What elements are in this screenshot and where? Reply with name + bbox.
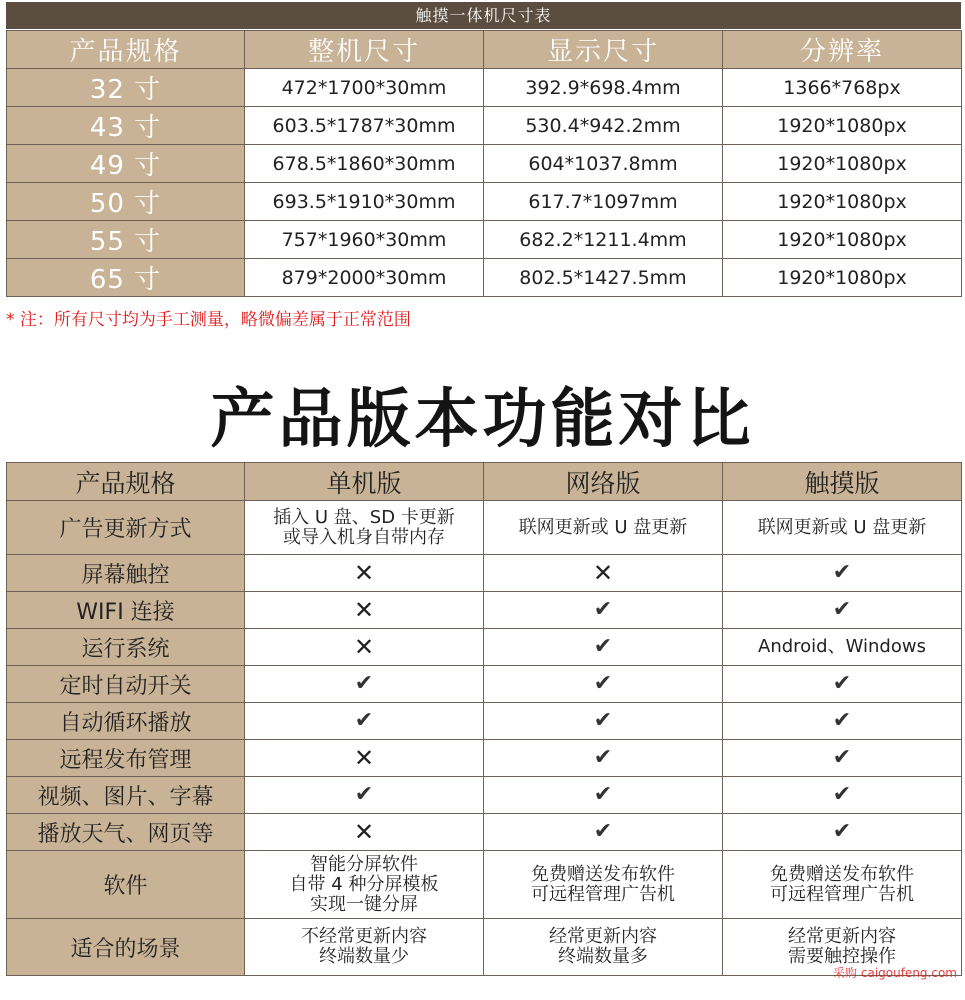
compare-row-label: 视频、图片、字幕 — [7, 777, 245, 814]
size-table-row — [7, 69, 962, 107]
check-icon: ✔ — [245, 777, 484, 814]
compare-table-header-row — [7, 463, 962, 501]
watermark: 采购 caigoufeng.com — [833, 966, 957, 980]
compare-table-row — [7, 851, 962, 919]
size-cell: 472*1700*30mm — [245, 69, 484, 107]
check-icon: ✔ — [484, 629, 723, 666]
size-row-label: 32 寸 — [7, 69, 245, 107]
check-icon: ✔ — [484, 740, 723, 777]
size-row-label: 49 寸 — [7, 145, 245, 183]
page-title: 产品版本功能对比 — [210, 383, 755, 457]
compare-row-label: 运行系统 — [7, 629, 245, 666]
size-cell: 802.5*1427.5mm — [484, 259, 723, 297]
cross-icon: ✕ — [245, 592, 484, 629]
size-cell: 757*1960*30mm — [245, 221, 484, 259]
size-header-spec: 产品规格 — [7, 31, 245, 69]
compare-cell: 不经常更新内容 终端数量少 — [245, 919, 484, 976]
compare-cell: 经常更新内容 终端数量多 — [484, 919, 723, 976]
size-cell: 879*2000*30mm — [245, 259, 484, 297]
check-icon: ✔ — [484, 666, 723, 703]
compare-header-network: 网络版 — [484, 463, 723, 501]
size-table-row — [7, 145, 962, 183]
cross-icon: ✕ — [245, 629, 484, 666]
check-icon: ✔ — [723, 740, 962, 777]
check-icon: ✔ — [723, 592, 962, 629]
size-cell: 530.4*942.2mm — [484, 107, 723, 145]
check-icon: ✔ — [723, 814, 962, 851]
compare-cell: 免费赠送发布软件 可远程管理广告机 — [484, 851, 723, 919]
compare-row-label: 适合的场景 — [7, 919, 245, 976]
check-icon: ✔ — [484, 814, 723, 851]
check-icon: ✔ — [723, 777, 962, 814]
size-header-resolution: 分辨率 — [723, 31, 962, 69]
size-cell: 682.2*1211.4mm — [484, 221, 723, 259]
compare-cell: 智能分屏软件 自带 4 种分屏模板 实现一键分屏 — [245, 851, 484, 919]
compare-table-row — [7, 919, 962, 976]
size-table-row — [7, 183, 962, 221]
compare-header-spec: 产品规格 — [7, 463, 245, 501]
compare-cell: 经常更新内容 需要触控操作 — [723, 919, 962, 976]
compare-row-label: 远程发布管理 — [7, 740, 245, 777]
size-cell: 693.5*1910*30mm — [245, 183, 484, 221]
size-row-label: 65 寸 — [7, 259, 245, 297]
size-cell: 1920*1080px — [723, 145, 962, 183]
compare-cell: Android、Windows — [723, 629, 962, 666]
cross-icon: ✕ — [484, 555, 723, 592]
check-icon: ✔ — [723, 555, 962, 592]
compare-cell: 联网更新或 U 盘更新 — [723, 501, 962, 555]
check-icon: ✔ — [723, 666, 962, 703]
compare-row-label: 自动循环播放 — [7, 703, 245, 740]
cross-icon: ✕ — [245, 740, 484, 777]
size-table-row — [7, 221, 962, 259]
compare-row-label: 广告更新方式 — [7, 501, 245, 555]
compare-cell: 联网更新或 U 盘更新 — [484, 501, 723, 555]
size-cell: 1366*768px — [723, 69, 962, 107]
compare-cell: 插入 U 盘、SD 卡更新 或导入机身自带内存 — [245, 501, 484, 555]
size-cell: 1920*1080px — [723, 183, 962, 221]
compare-table-row — [7, 555, 962, 592]
size-row-label: 50 寸 — [7, 183, 245, 221]
size-header-body: 整机尺寸 — [245, 31, 484, 69]
size-table-title: 触摸一体机尺寸表 — [6, 2, 961, 29]
size-cell: 1920*1080px — [723, 221, 962, 259]
compare-row-label: 定时自动开关 — [7, 666, 245, 703]
compare-table-row — [7, 592, 962, 629]
size-cell: 1920*1080px — [723, 259, 962, 297]
compare-row-label: 播放天气、网页等 — [7, 814, 245, 851]
compare-table-row — [7, 777, 962, 814]
check-icon: ✔ — [484, 777, 723, 814]
size-table-header-row — [7, 31, 962, 69]
size-cell: 604*1037.8mm — [484, 145, 723, 183]
check-icon: ✔ — [723, 703, 962, 740]
compare-table-row — [7, 629, 962, 666]
measurement-note: * 注：所有尺寸均为手工测量，略微偏差属于正常范围 — [6, 310, 411, 330]
size-table-row — [7, 259, 962, 297]
compare-table-row — [7, 740, 962, 777]
compare-cell: 免费赠送发布软件 可远程管理广告机 — [723, 851, 962, 919]
check-icon: ✔ — [245, 703, 484, 740]
compare-table — [6, 462, 962, 976]
size-row-label: 43 寸 — [7, 107, 245, 145]
compare-row-label: 软件 — [7, 851, 245, 919]
size-header-display: 显示尺寸 — [484, 31, 723, 69]
check-icon: ✔ — [245, 666, 484, 703]
compare-table-row — [7, 814, 962, 851]
cross-icon: ✕ — [245, 814, 484, 851]
check-icon: ✔ — [484, 592, 723, 629]
size-cell: 603.5*1787*30mm — [245, 107, 484, 145]
compare-table-row — [7, 501, 962, 555]
cross-icon: ✕ — [245, 555, 484, 592]
size-cell: 678.5*1860*30mm — [245, 145, 484, 183]
compare-table-row — [7, 666, 962, 703]
compare-table-row — [7, 703, 962, 740]
size-row-label: 55 寸 — [7, 221, 245, 259]
compare-header-standalone: 单机版 — [245, 463, 484, 501]
compare-row-label: WIFI 连接 — [7, 592, 245, 629]
size-cell: 617.7*1097mm — [484, 183, 723, 221]
size-table — [6, 30, 962, 297]
compare-row-label: 屏幕触控 — [7, 555, 245, 592]
compare-header-touch: 触摸版 — [723, 463, 962, 501]
size-table-row — [7, 107, 962, 145]
check-icon: ✔ — [484, 703, 723, 740]
size-cell: 392.9*698.4mm — [484, 69, 723, 107]
size-cell: 1920*1080px — [723, 107, 962, 145]
